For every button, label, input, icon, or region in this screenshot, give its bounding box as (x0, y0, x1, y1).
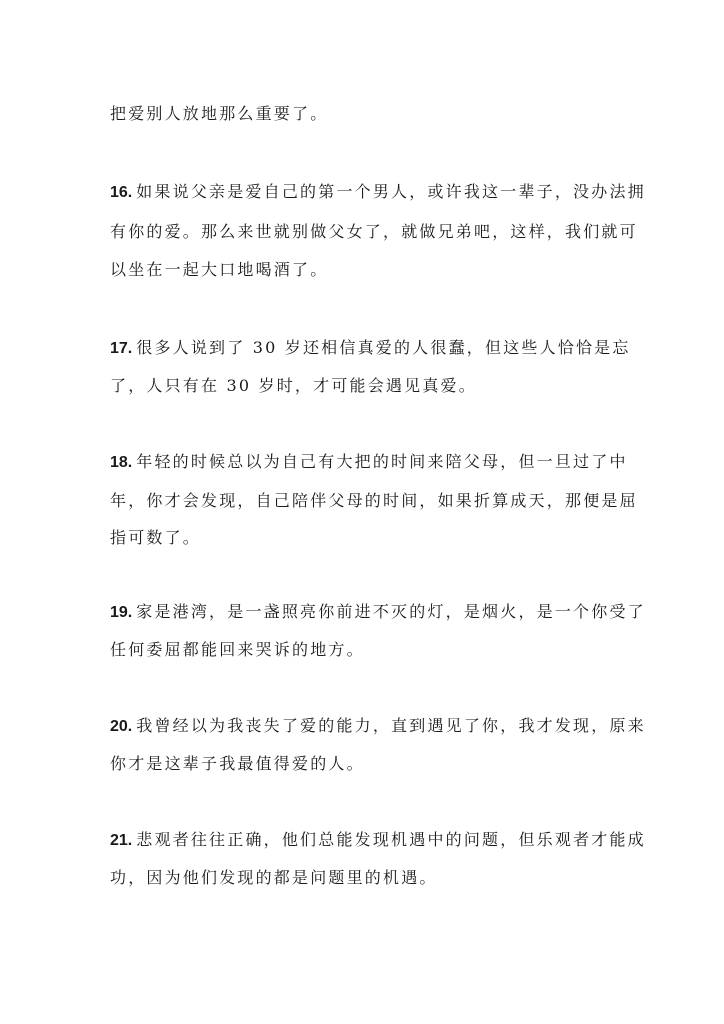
list-item-21-line-2 (110, 868, 438, 888)
line-text: 了，人只有在 30 岁时，才可能会遇见真爱。 (110, 376, 477, 395)
line-text: 以坐在一起大口地喝酒了。 (110, 260, 329, 279)
line-text: 很多人说到了 30 岁还相信真爱的人很蠢，但这些人恰恰是忘 (136, 338, 631, 357)
item-number: 19. (110, 604, 133, 621)
list-item-20-line-2 (110, 754, 365, 774)
line-text: 年轻的时候总以为自己有大把的时间来陪父母，但一旦过了中 (136, 452, 628, 471)
list-item-17-line-1 (110, 338, 631, 359)
line-text: 任何委屈都能回来哭诉的地方。 (110, 640, 365, 659)
item-number: 21. (110, 832, 133, 849)
item-number: 16. (110, 184, 133, 201)
line-text: 我曾经以为我丧失了爱的能力，直到遇见了你，我才发现，原来 (136, 716, 646, 735)
list-item-17-line-2 (110, 376, 477, 396)
line-text: 家是港湾，是一盏照亮你前进不灭的灯，是烟火，是一个你受了 (136, 602, 646, 621)
list-item-19-line-2 (110, 640, 365, 660)
list-item-16-line-1 (110, 182, 646, 203)
line-text: 指可数了。 (110, 528, 202, 547)
line-text: 功，因为他们发现的都是问题里的机遇。 (110, 868, 438, 887)
item-number: 18. (110, 454, 133, 471)
line-text: 悲观者往往正确，他们总能发现机遇中的问题，但乐观者才能成 (136, 830, 646, 849)
list-item-21-line-1 (110, 830, 646, 851)
list-item-18-line-1 (110, 452, 628, 473)
item-number: 17. (110, 340, 133, 357)
paragraph-line (110, 104, 328, 124)
line-text: 把爱别人放地那么重要了。 (110, 104, 329, 123)
list-item-19-line-1 (110, 602, 646, 623)
line-text: 年，你才会发现，自己陪伴父母的时间，如果折算成天，那便是屈 (110, 491, 638, 510)
list-item-20-line-1 (110, 716, 646, 737)
list-item-16-line-3 (110, 260, 328, 280)
line-text: 有你的爱。那么来世就别做父女了，就做兄弟吧，这样，我们就可 (110, 222, 638, 241)
list-item-18-line-2 (110, 491, 638, 511)
line-text: 如果说父亲是爱自己的第一个男人，或许我这一辈子，没办法拥 (136, 182, 646, 201)
list-item-16-line-2 (110, 222, 638, 242)
line-text: 你才是这辈子我最值得爱的人。 (110, 754, 365, 773)
list-item-18-line-3 (110, 528, 201, 548)
item-number: 20. (110, 718, 133, 735)
